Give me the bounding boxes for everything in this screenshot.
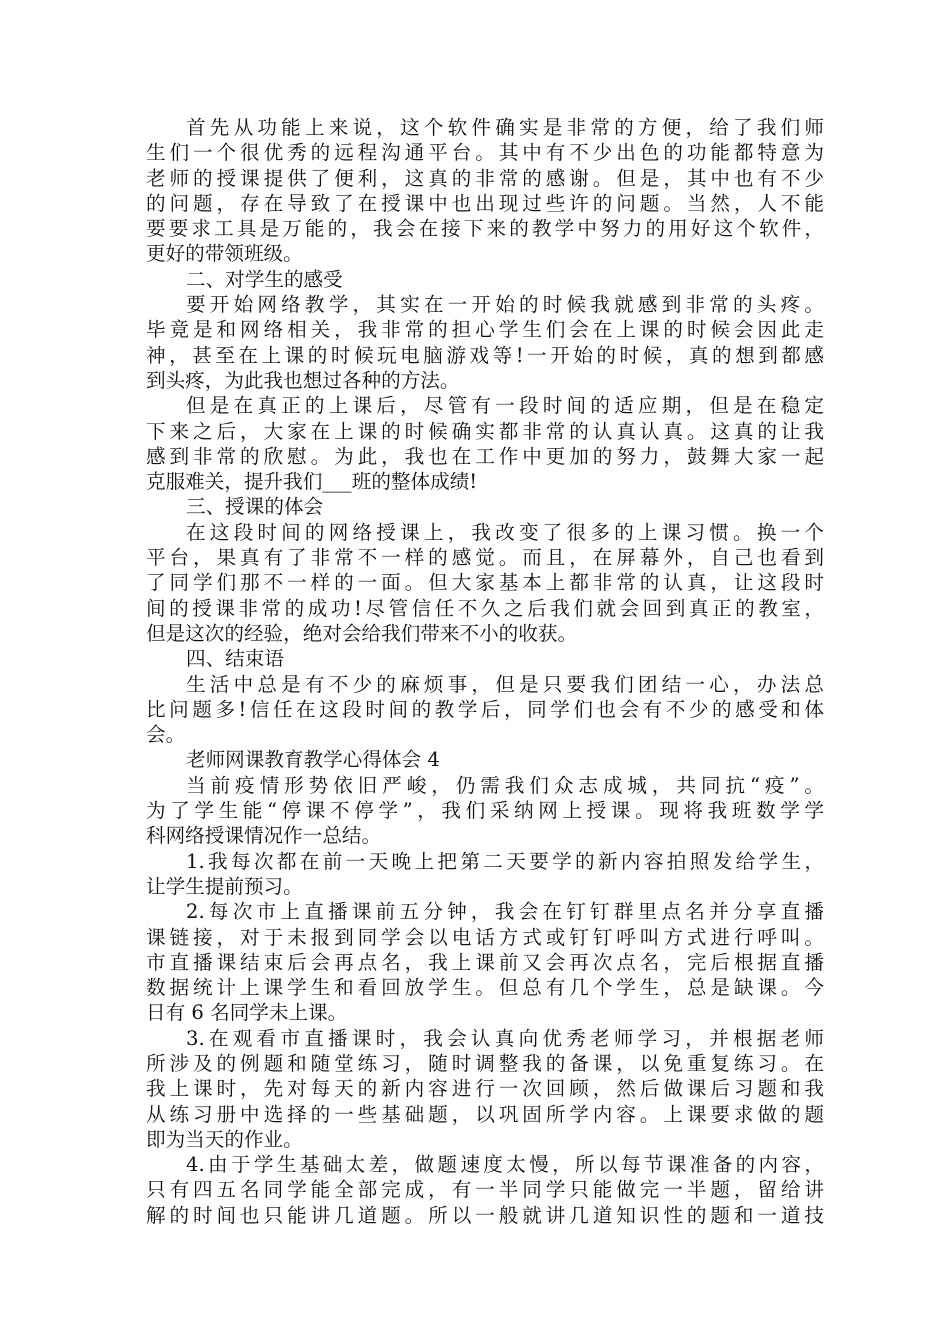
text-line: 老师的授课提供了便利，这真的非常的感谢。但是，其中也有不少 bbox=[146, 166, 824, 190]
text-line: 市直播课结束后会再点名，我上课前又会再次点名，完后根据直播 bbox=[146, 950, 824, 974]
text-line: 比问题多!信任在这段时间的教学后，同学们也会有不少的感受和体 bbox=[146, 697, 824, 721]
text-line: 但是在真正的上课后，尽管有一段时间的适应期，但是在稳定 bbox=[186, 394, 824, 418]
text-line: 从练习册中选择的一些基础题，以巩固所学内容。上课要求做的题 bbox=[146, 1102, 824, 1126]
text-line: 会。 bbox=[146, 723, 186, 747]
text-line: 解的时间也只能讲几道题。所以一般就讲几道知识性的题和一道技 bbox=[146, 1203, 824, 1227]
text-line: 首先从功能上来说，这个软件确实是非常的方便，给了我们师 bbox=[186, 116, 824, 139]
text-line: 神，甚至在上课的时候玩电脑游戏等!一开始的时候，真的想到都感 bbox=[146, 343, 824, 367]
text-line: 但是这次的经验，绝对会给我们带来不小的收获。 bbox=[146, 621, 578, 645]
text-line: 所涉及的例题和随堂练习，随时调整我的备课，以免重复练习。在 bbox=[146, 1051, 824, 1075]
text-line: 2.每次市上直播课前五分钟，我会在钉钉群里点名并分享直播 bbox=[186, 900, 824, 924]
text-line: 只有四五名同学能全部完成，有一半同学只能做完一半题，留给讲 bbox=[146, 1178, 824, 1202]
text-line: 间的授课非常的成功!尽管信任不久之后我们就会回到真正的教室， bbox=[146, 596, 824, 620]
text-line: 我上课时，先对每天的新内容进行一次回顾，然后做课后习题和我 bbox=[146, 1077, 824, 1101]
text-line: 即为当天的作业。 bbox=[146, 1127, 303, 1151]
text-line: 生们一个很优秀的远程沟通平台。其中有不少出色的功能都特意为 bbox=[146, 141, 824, 165]
text-line: 3.在观看市直播课时，我会认真向优秀老师学习，并根据老师 bbox=[186, 1026, 824, 1050]
document-body bbox=[146, 115, 824, 1228]
text-line: 二、对学生的感受 bbox=[186, 267, 343, 291]
text-line: 三、授课的体会 bbox=[186, 495, 324, 519]
text-line: 日有 6 名同学未上课。 bbox=[146, 1001, 348, 1025]
text-line: 四、结束语 bbox=[186, 647, 284, 671]
text-line: 在这段时间的网络授课上，我改变了很多的上课习惯。换一个 bbox=[186, 520, 824, 544]
text-line: 4.由于学生基础太差，做题速度太慢，所以每节课准备的内容， bbox=[186, 1153, 824, 1177]
text-line: 让学生提前预习。 bbox=[146, 874, 303, 898]
text-line: 感到非常的欣慰。为此，我也在工作中更加的努力，鼓舞大家一起 bbox=[146, 444, 824, 468]
text-line: 的问题，存在导致了在授课中也出现过些许的问题。当然，人不能 bbox=[146, 191, 824, 215]
text-line: 克服难关，提升我们___班的整体成绩! bbox=[146, 470, 478, 494]
text-line: 课链接，对于未报到同学会以电话方式或钉钉呼叫方式进行呼叫。 bbox=[146, 925, 824, 949]
text-line: 科网络授课情况作一总结。 bbox=[146, 824, 382, 848]
text-line: 了同学们那不一样的一面。但大家基本上都非常的认真，让这段时 bbox=[146, 571, 824, 595]
text-line: 更好的带领班级。 bbox=[146, 242, 303, 266]
text-line: 为了学生能“停课不停学”，我们采纳网上授课。现将我班数学学 bbox=[146, 799, 824, 823]
text-line: 平台，果真有了非常不一样的感觉。而且，在屏幕外，自己也看到 bbox=[146, 546, 824, 570]
text-line: 1.我每次都在前一天晚上把第二天要学的新内容拍照发给学生， bbox=[186, 849, 824, 873]
text-line: 到头疼，为此我也想过各种的方法。 bbox=[146, 368, 460, 392]
text-line: 下来之后，大家在上课的时候确实都非常的认真认真。这真的让我 bbox=[146, 419, 824, 443]
text-line: 老师网课教育教学心得体会 4 bbox=[186, 748, 440, 772]
text-line: 生活中总是有不少的麻烦事，但是只要我们团结一心，办法总 bbox=[186, 672, 824, 696]
text-line: 毕竟是和网络相关，我非常的担心学生们会在上课的时候会因此走 bbox=[146, 318, 824, 342]
text-line: 要要求工具是万能的，我会在接下来的教学中努力的用好这个软件， bbox=[146, 217, 824, 241]
text-line: 数据统计上课学生和看回放学生。但总有几个学生，总是缺课。今 bbox=[146, 976, 824, 1000]
text-line: 要开始网络教学，其实在一开始的时候我就感到非常的头疼。 bbox=[186, 293, 824, 317]
text-line: 当前疫情形势依旧严峻，仍需我们众志成城，共同抗“疫”。 bbox=[186, 773, 824, 797]
